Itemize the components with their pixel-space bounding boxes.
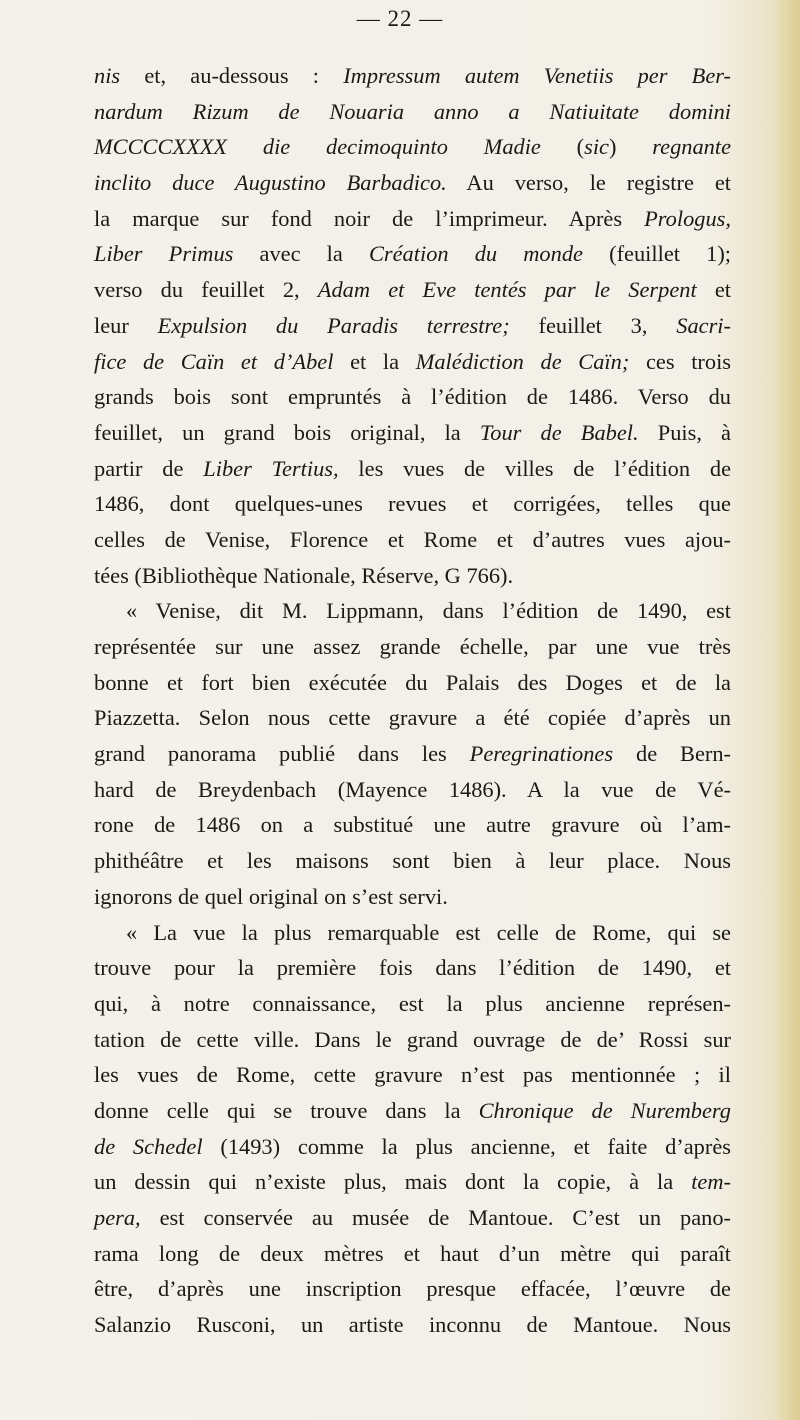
italic-text: nis [94, 63, 121, 88]
text-segment: Au verso, le registre et [446, 170, 731, 196]
italic-text: Prologus, [644, 205, 731, 231]
italic-text: nardum Rizum de Nouaria anno a Natiuitate domini [94, 98, 731, 124]
italic-text: fice de Caïn et d’Abel [94, 348, 334, 374]
text-segment: tées (Bibliothèque Nationale, Réserve, G 766). [94, 562, 514, 588]
text-line [94, 1164, 731, 1200]
text-line [94, 665, 731, 701]
text-segment: « Venise, dit M. Lippmann, dans l’édition de 1490, est [126, 598, 731, 624]
text-line [94, 58, 731, 94]
text-line [94, 94, 731, 130]
italic-text: Adam et Eve tentés par le Serpent [317, 277, 697, 303]
text-line [94, 1022, 731, 1058]
text-segment: leur [94, 312, 158, 338]
text-segment: feuillet, un grand bois original, la [94, 419, 480, 445]
text-segment: et [696, 277, 732, 303]
text-line [94, 879, 731, 915]
text-line [94, 165, 731, 201]
text-line [94, 201, 731, 237]
text-line [94, 700, 731, 736]
text-segment: représentée sur une assez grande échelle, par une vue très [94, 634, 731, 659]
page-number: — 22 — [356, 6, 444, 31]
text-segment: et, au-dessous : [120, 63, 344, 88]
text-segment: bonne et fort bien exécutée du Palais des Doges et de la [94, 669, 731, 695]
text-line [94, 486, 731, 522]
text-line [94, 344, 731, 380]
text-line [94, 772, 731, 808]
italic-text: tem- [691, 1169, 731, 1195]
text-segment: partir de [94, 455, 204, 481]
text-line [94, 558, 731, 594]
text-segment: Puis, à [638, 419, 731, 445]
text-line [94, 522, 731, 558]
text-segment: (1493) comme la plus ancienne, et faite d’après [202, 1133, 731, 1159]
text-segment: la marque sur fond noir de l’imprimeur. Après [94, 205, 645, 231]
text-segment: tation de cette ville. Dans le grand ouvrage de de’ Rossi sur [94, 1026, 731, 1052]
text-line [94, 629, 731, 665]
text-segment: avec la [233, 241, 369, 267]
text-segment: de Bern- [613, 741, 732, 767]
text-line [94, 843, 731, 879]
italic-text: Liber Primus [94, 241, 234, 267]
text-segment: Salanzio Rusconi, un artiste inconnu de Mantoue. Nous [94, 1312, 731, 1338]
text-line [94, 272, 731, 308]
text-segment: est conservée au musée de Mantoue. C’est un pano- [140, 1205, 731, 1230]
text-line [94, 129, 731, 165]
text-segment: et la [333, 348, 416, 374]
italic-text: Chronique de Nuremberg [478, 1097, 731, 1123]
text-segment: ( [540, 134, 585, 160]
text-line [94, 1129, 731, 1165]
text-segment: (feuillet 1); [582, 241, 731, 267]
page-edge [774, 0, 800, 1420]
text-line [94, 451, 731, 487]
text-line [94, 1236, 731, 1272]
italic-text: Impressum autem Venetiis per Ber- [343, 63, 732, 88]
italic-text: regnante [652, 134, 732, 160]
text-line [94, 1093, 731, 1129]
text-segment: un dessin qui n’existe plus, mais dont la copie, à la [94, 1169, 692, 1195]
text-segment: « La vue la plus remarquable est celle de Rome, qui se [126, 919, 731, 945]
text-segment: les vues de Rome, cette gravure n’est pas mentionnée ; il [94, 1062, 731, 1088]
text-segment: qui, à notre connaissance, est la plus ancienne représen- [94, 990, 731, 1016]
text-line [94, 1307, 731, 1343]
italic-text: Sacri- [676, 312, 731, 338]
body-text [94, 58, 731, 1343]
text-segment: donne celle qui se trouve dans la [94, 1097, 479, 1123]
text-line [94, 1057, 731, 1093]
text-segment: grand panorama publié dans les [94, 741, 470, 767]
italic-text: sic [584, 134, 609, 160]
text-segment: phithéâtre et les maisons sont bien à leur place. Nous [94, 848, 731, 874]
italic-text: inclito duce Augustino Barbadico. [94, 170, 447, 196]
text-line [94, 915, 731, 951]
text-line [94, 736, 731, 772]
text-line [94, 308, 731, 344]
italic-text: de Schedel [94, 1133, 203, 1159]
italic-text: Malédiction de Caïn; [415, 348, 630, 374]
text-segment: verso du feuillet 2, [94, 277, 318, 303]
text-line [94, 1200, 731, 1236]
text-line [94, 1271, 731, 1307]
text-line [94, 593, 731, 629]
text-segment: être, d’après une inscription presque effacée, l’œuvre de [94, 1276, 731, 1302]
text-line [94, 415, 731, 451]
text-segment: 1486, dont quelques-unes revues et corrigées, telles que [94, 491, 731, 517]
italic-text: Tour de Babel. [479, 419, 639, 445]
text-segment: feuillet 3, [509, 312, 677, 338]
italic-text: Liber Tertius, [203, 455, 339, 481]
italic-text: pera, [94, 1205, 141, 1230]
italic-text: Création du monde [368, 241, 583, 267]
text-segment: celles de Venise, Florence et Rome et d’autres vues ajou- [94, 526, 731, 552]
text-segment: rama long de deux mètres et haut d’un mètre qui paraît [94, 1240, 731, 1266]
text-segment: trouve pour la première fois dans l’édition de 1490, et [94, 955, 731, 981]
italic-text: MCCCCXXXX die decimoquinto Madie [94, 134, 541, 160]
text-line [94, 807, 731, 843]
text-line [94, 950, 731, 986]
text-line [94, 379, 731, 415]
text-segment: hard de Breydenbach (Mayence 1486). A la vue de Vé- [94, 776, 731, 802]
text-segment: ) [609, 134, 653, 160]
text-segment: les vues de villes de l’édition de [338, 455, 732, 481]
text-segment: grands bois sont empruntés à l’édition de 1486. Verso du [94, 384, 731, 410]
italic-text: Expulsion du Paradis terrestre; [157, 312, 510, 338]
text-segment: ignorons de quel original on s’est servi. [94, 883, 448, 909]
text-line [94, 236, 731, 272]
text-line [94, 986, 731, 1022]
italic-text: Peregrinationes [469, 741, 614, 767]
text-segment: ces trois [629, 348, 731, 374]
text-segment: rone de 1486 on a substitué une autre gravure où l’am- [94, 812, 731, 838]
text-segment: Piazzetta. Selon nous cette gravure a été copiée d’après un [94, 705, 731, 731]
